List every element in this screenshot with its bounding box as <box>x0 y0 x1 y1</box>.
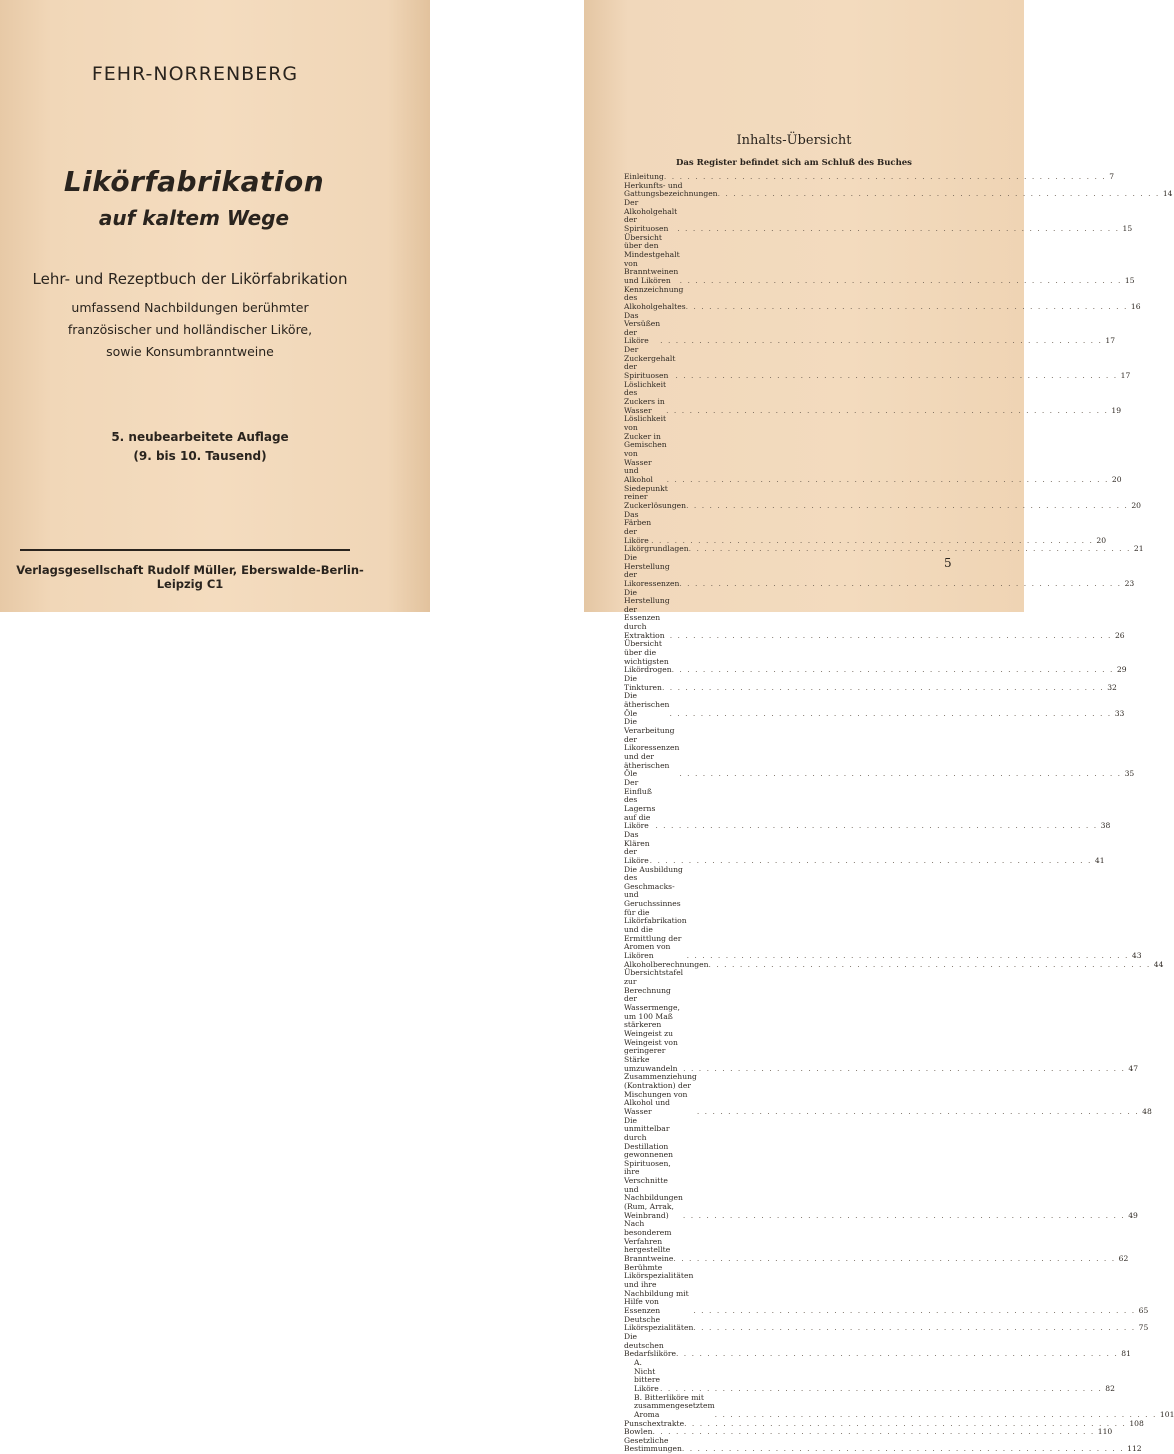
book-description <box>40 297 340 363</box>
toc-entry <box>624 345 1131 381</box>
toc-entry-page: 44 <box>1153 959 1164 969</box>
toc-leader-dots <box>682 1445 1124 1454</box>
toc-entry-page: 29 <box>1116 665 1127 675</box>
toc-entry-title: Löslichkeit von Zucker in Gemischen von Wasser und Alkohol <box>624 414 667 484</box>
toc-entry-page: 17 <box>1105 336 1116 346</box>
toc-entry-page: 108 <box>1129 1418 1144 1428</box>
toc-leader-dots <box>686 502 1128 511</box>
toc-entry-page: 20 <box>1096 535 1107 545</box>
toc-entry <box>624 1427 1113 1437</box>
description-line: französischer und holländischer Liköre, <box>67 322 313 337</box>
toc-leader-dots <box>667 476 1109 485</box>
toc-entry-title: Die Tinkturen <box>624 674 662 692</box>
toc-entry-page: 41 <box>1094 855 1105 865</box>
toc-entry-page: 47 <box>1128 1063 1139 1073</box>
toc-entry-title: B. Bitterliköre mit zusammengesetztem Aroma <box>634 1392 715 1419</box>
toc-leader-dots <box>652 1428 1094 1437</box>
toc-entry-title: Die Herstellung der Likoressenzen <box>624 552 680 588</box>
toc-leader-dots <box>709 961 1151 970</box>
toc-entry-page: 15 <box>1124 275 1135 285</box>
contents-page <box>584 0 1174 1454</box>
toc-entry-title: Nach besonderem Verfahren hergestellte Branntweine <box>624 1219 674 1264</box>
toc-entry <box>624 414 1122 484</box>
toc-entry-page: 65 <box>1138 1305 1149 1315</box>
toc-entry <box>624 1357 1115 1394</box>
table-of-contents <box>624 172 1174 1454</box>
toc-entry <box>624 717 1135 779</box>
toc-entry-page: 35 <box>1124 769 1135 779</box>
toc-entry-title: A. Nicht bittere Liköre <box>634 1357 661 1393</box>
toc-leader-dots <box>697 1108 1139 1117</box>
toc-leader-dots <box>660 1385 1102 1394</box>
toc-entry-title: Punschextrakte <box>624 1418 685 1428</box>
toc-leader-dots <box>662 684 1104 693</box>
toc-entry-title: Die Herstellung der Essenzen durch Extraktion <box>624 587 670 640</box>
toc-entry-title: Der Zuckergehalt der Spirituosen <box>624 345 676 381</box>
toc-entry <box>624 587 1125 641</box>
toc-entry-page: 33 <box>1114 708 1125 718</box>
toc-entry-title: Deutsche Likörspezialitäten <box>624 1314 694 1333</box>
toc-entry-title: Alkoholberechnungen <box>624 959 709 969</box>
toc-entry-page: 112 <box>1127 1444 1142 1454</box>
contents-title: Inhalts-Übersicht <box>736 133 852 148</box>
toc-entry-title: Das Versüßen der Liköre <box>624 310 661 346</box>
toc-entry-title: Übersicht über den Mindestgehalt von Branntweinen und Likören <box>624 232 680 285</box>
toc-entry-page: 81 <box>1121 1349 1131 1359</box>
toc-entry-page: 49 <box>1128 1210 1138 1220</box>
book-title: Likörfabrikation <box>63 165 325 198</box>
toc-entry-title: Bowlen <box>624 1427 653 1437</box>
toc-entry <box>624 509 1107 546</box>
toc-leader-dots <box>670 632 1112 641</box>
toc-entry-page: 75 <box>1138 1323 1149 1333</box>
toc-entry-page: 101 <box>1159 1409 1174 1419</box>
author-name: FEHR-NORRENBERG <box>91 63 299 85</box>
toc-entry-page: 16 <box>1130 301 1141 311</box>
toc-leader-dots <box>689 545 1131 554</box>
toc-entry <box>624 284 1141 312</box>
toc-entry-title: Siedepunkt reiner Zuckerlösungen <box>624 483 687 510</box>
toc-entry-page: 21 <box>1133 544 1144 554</box>
toc-leader-dots <box>673 1255 1115 1264</box>
toc-entry-page: 20 <box>1131 500 1142 510</box>
description-line: umfassend Nachbildungen berühmter <box>71 300 309 315</box>
description-line: sowie Konsumbranntweine <box>106 344 274 359</box>
divider-rule <box>20 549 350 551</box>
toc-entry <box>624 674 1117 692</box>
toc-entry-page: 7 <box>1109 172 1115 181</box>
toc-entry-title: Das Klären der Liköre <box>624 829 650 865</box>
toc-entry <box>624 777 1111 831</box>
toc-entry <box>624 829 1105 866</box>
toc-entry-title: Die deutschen Bedarfsliköre <box>624 1331 676 1359</box>
toc-entry <box>624 1392 1174 1420</box>
toc-entry-title: Herkunfts- und Gattungsbezeichnungen <box>624 180 718 199</box>
toc-entry <box>624 968 1139 1073</box>
toc-leader-dots <box>680 277 1122 286</box>
toc-leader-dots <box>650 857 1092 866</box>
edition-info <box>60 428 340 466</box>
toc-leader-dots <box>686 303 1128 312</box>
toc-entry-page: 20 <box>1111 474 1122 484</box>
toc-entry <box>624 483 1142 511</box>
toc-entry-title: Likörgrundlagen <box>624 544 689 554</box>
toc-entry-title: Berühmte Likörspezialitäten und ihre Nachbildung mit Hilfe von Essenzen <box>624 1262 694 1315</box>
toc-entry <box>624 1115 1138 1221</box>
toc-leader-dots <box>660 337 1102 346</box>
toc-entry <box>624 1262 1149 1316</box>
toc-entry <box>624 180 1173 199</box>
toc-entry-page: 26 <box>1114 630 1125 640</box>
toc-entry-page: 43 <box>1131 951 1142 961</box>
toc-entry-title: Der Einfluß des Lagerns auf die Liköre <box>624 777 656 831</box>
page-gap <box>430 0 584 612</box>
toc-entry-title: Einleitung <box>624 172 664 181</box>
contents-note: Das Register befindet sich am Schluß des Buches <box>676 158 912 168</box>
toc-leader-dots <box>676 1350 1118 1359</box>
toc-entry <box>624 310 1116 347</box>
toc-entry <box>624 1435 1142 1454</box>
toc-entry <box>624 1072 1152 1116</box>
toc-entry <box>624 1219 1129 1264</box>
toc-leader-dots <box>683 1065 1125 1074</box>
toc-leader-dots <box>677 225 1119 234</box>
toc-entry <box>624 639 1127 675</box>
toc-leader-dots <box>679 580 1121 589</box>
toc-entry-page: 23 <box>1124 578 1135 588</box>
toc-entry-title: Löslichkeit des Zuckers in Wasser <box>624 379 667 415</box>
toc-entry-title: Übersichtstafel zur Berechnung der Wassermenge, um 100 Maß stärkeren Weingeist zu Weingeist von geringerer Stärke umzuwandeln <box>624 968 684 1073</box>
book-subtitle: Lehr- und Rezeptbuch der Likörfabrikation <box>32 270 348 288</box>
page-number: 5 <box>944 556 952 570</box>
toc-entry-title: Die Verarbeitung der Likoressenzen und der ätherischen Öle <box>624 717 680 779</box>
toc-entry-page: 110 <box>1097 1427 1113 1437</box>
toc-entry-title: Zusammenziehung (Kontraktion) der Mischungen von Alkohol und Wasser <box>624 1072 697 1116</box>
toc-leader-dots <box>683 1212 1125 1221</box>
edition-label: 5. neubearbeitete Auflage <box>111 430 289 444</box>
toc-leader-dots <box>693 1307 1135 1316</box>
toc-entry-page: 14 <box>1162 189 1173 199</box>
toc-entry <box>624 197 1133 234</box>
toc-entry-title: Übersicht über die wichtigsten Likördrogen <box>624 639 672 675</box>
toc-leader-dots <box>669 710 1111 719</box>
book-title-line2: auf kaltem Wege <box>98 206 290 230</box>
toc-leader-dots <box>672 666 1114 675</box>
toc-entry-page: 32 <box>1107 682 1117 692</box>
toc-entry-title: Die ätherischen Öle <box>624 691 670 718</box>
toc-entry-page: 15 <box>1122 223 1133 233</box>
toc-entry-page: 17 <box>1120 371 1131 381</box>
cover-page <box>0 0 430 612</box>
toc-entry <box>624 544 1144 554</box>
toc-entry-title: Der Alkoholgehalt der Spirituosen <box>624 197 678 233</box>
toc-entry <box>624 552 1135 589</box>
toc-entry <box>624 864 1142 961</box>
toc-entry-page: 19 <box>1111 405 1122 415</box>
toc-entry <box>624 1331 1131 1359</box>
toc-entry <box>624 379 1122 416</box>
toc-entry-page: 82 <box>1105 1383 1115 1393</box>
toc-entry-page: 48 <box>1142 1106 1152 1116</box>
toc-leader-dots <box>693 1324 1135 1333</box>
publisher-line: Verlagsgesellschaft Rudolf Müller, Eberswalde-Berlin-Leipzig C1 <box>16 563 364 591</box>
toc-entry-title: Gesetzliche Bestimmungen <box>624 1435 682 1454</box>
toc-entry <box>624 1314 1149 1333</box>
toc-entry-title: Das Färben der Liköre <box>624 509 652 545</box>
toc-entry-title: Kennzeichnung des Alkoholgehaltes <box>624 284 686 311</box>
toc-entry-page: 38 <box>1100 821 1111 831</box>
printing-label: (9. bis 10. Tausend) <box>133 449 267 463</box>
toc-leader-dots <box>664 173 1106 182</box>
toc-entry-title: Die Ausbildung des Geschmacks- und Geruchssinnes für die Likörfabrikation und die Ermittlung der Aromen von Likören <box>624 864 687 961</box>
toc-leader-dots <box>666 407 1108 416</box>
toc-leader-dots <box>655 822 1097 831</box>
toc-entry <box>624 232 1135 286</box>
toc-entry-page: 62 <box>1118 1254 1129 1264</box>
toc-leader-dots <box>675 372 1117 381</box>
toc-leader-dots <box>718 190 1160 199</box>
toc-leader-dots <box>679 770 1121 779</box>
toc-entry <box>624 691 1125 718</box>
toc-entry-title: Die unmittelbar durch Destillation gewonnenen Spirituosen, ihre Verschnitte und Nachbildungen (Rum, Arrak, Weinbrand) <box>624 1115 683 1220</box>
